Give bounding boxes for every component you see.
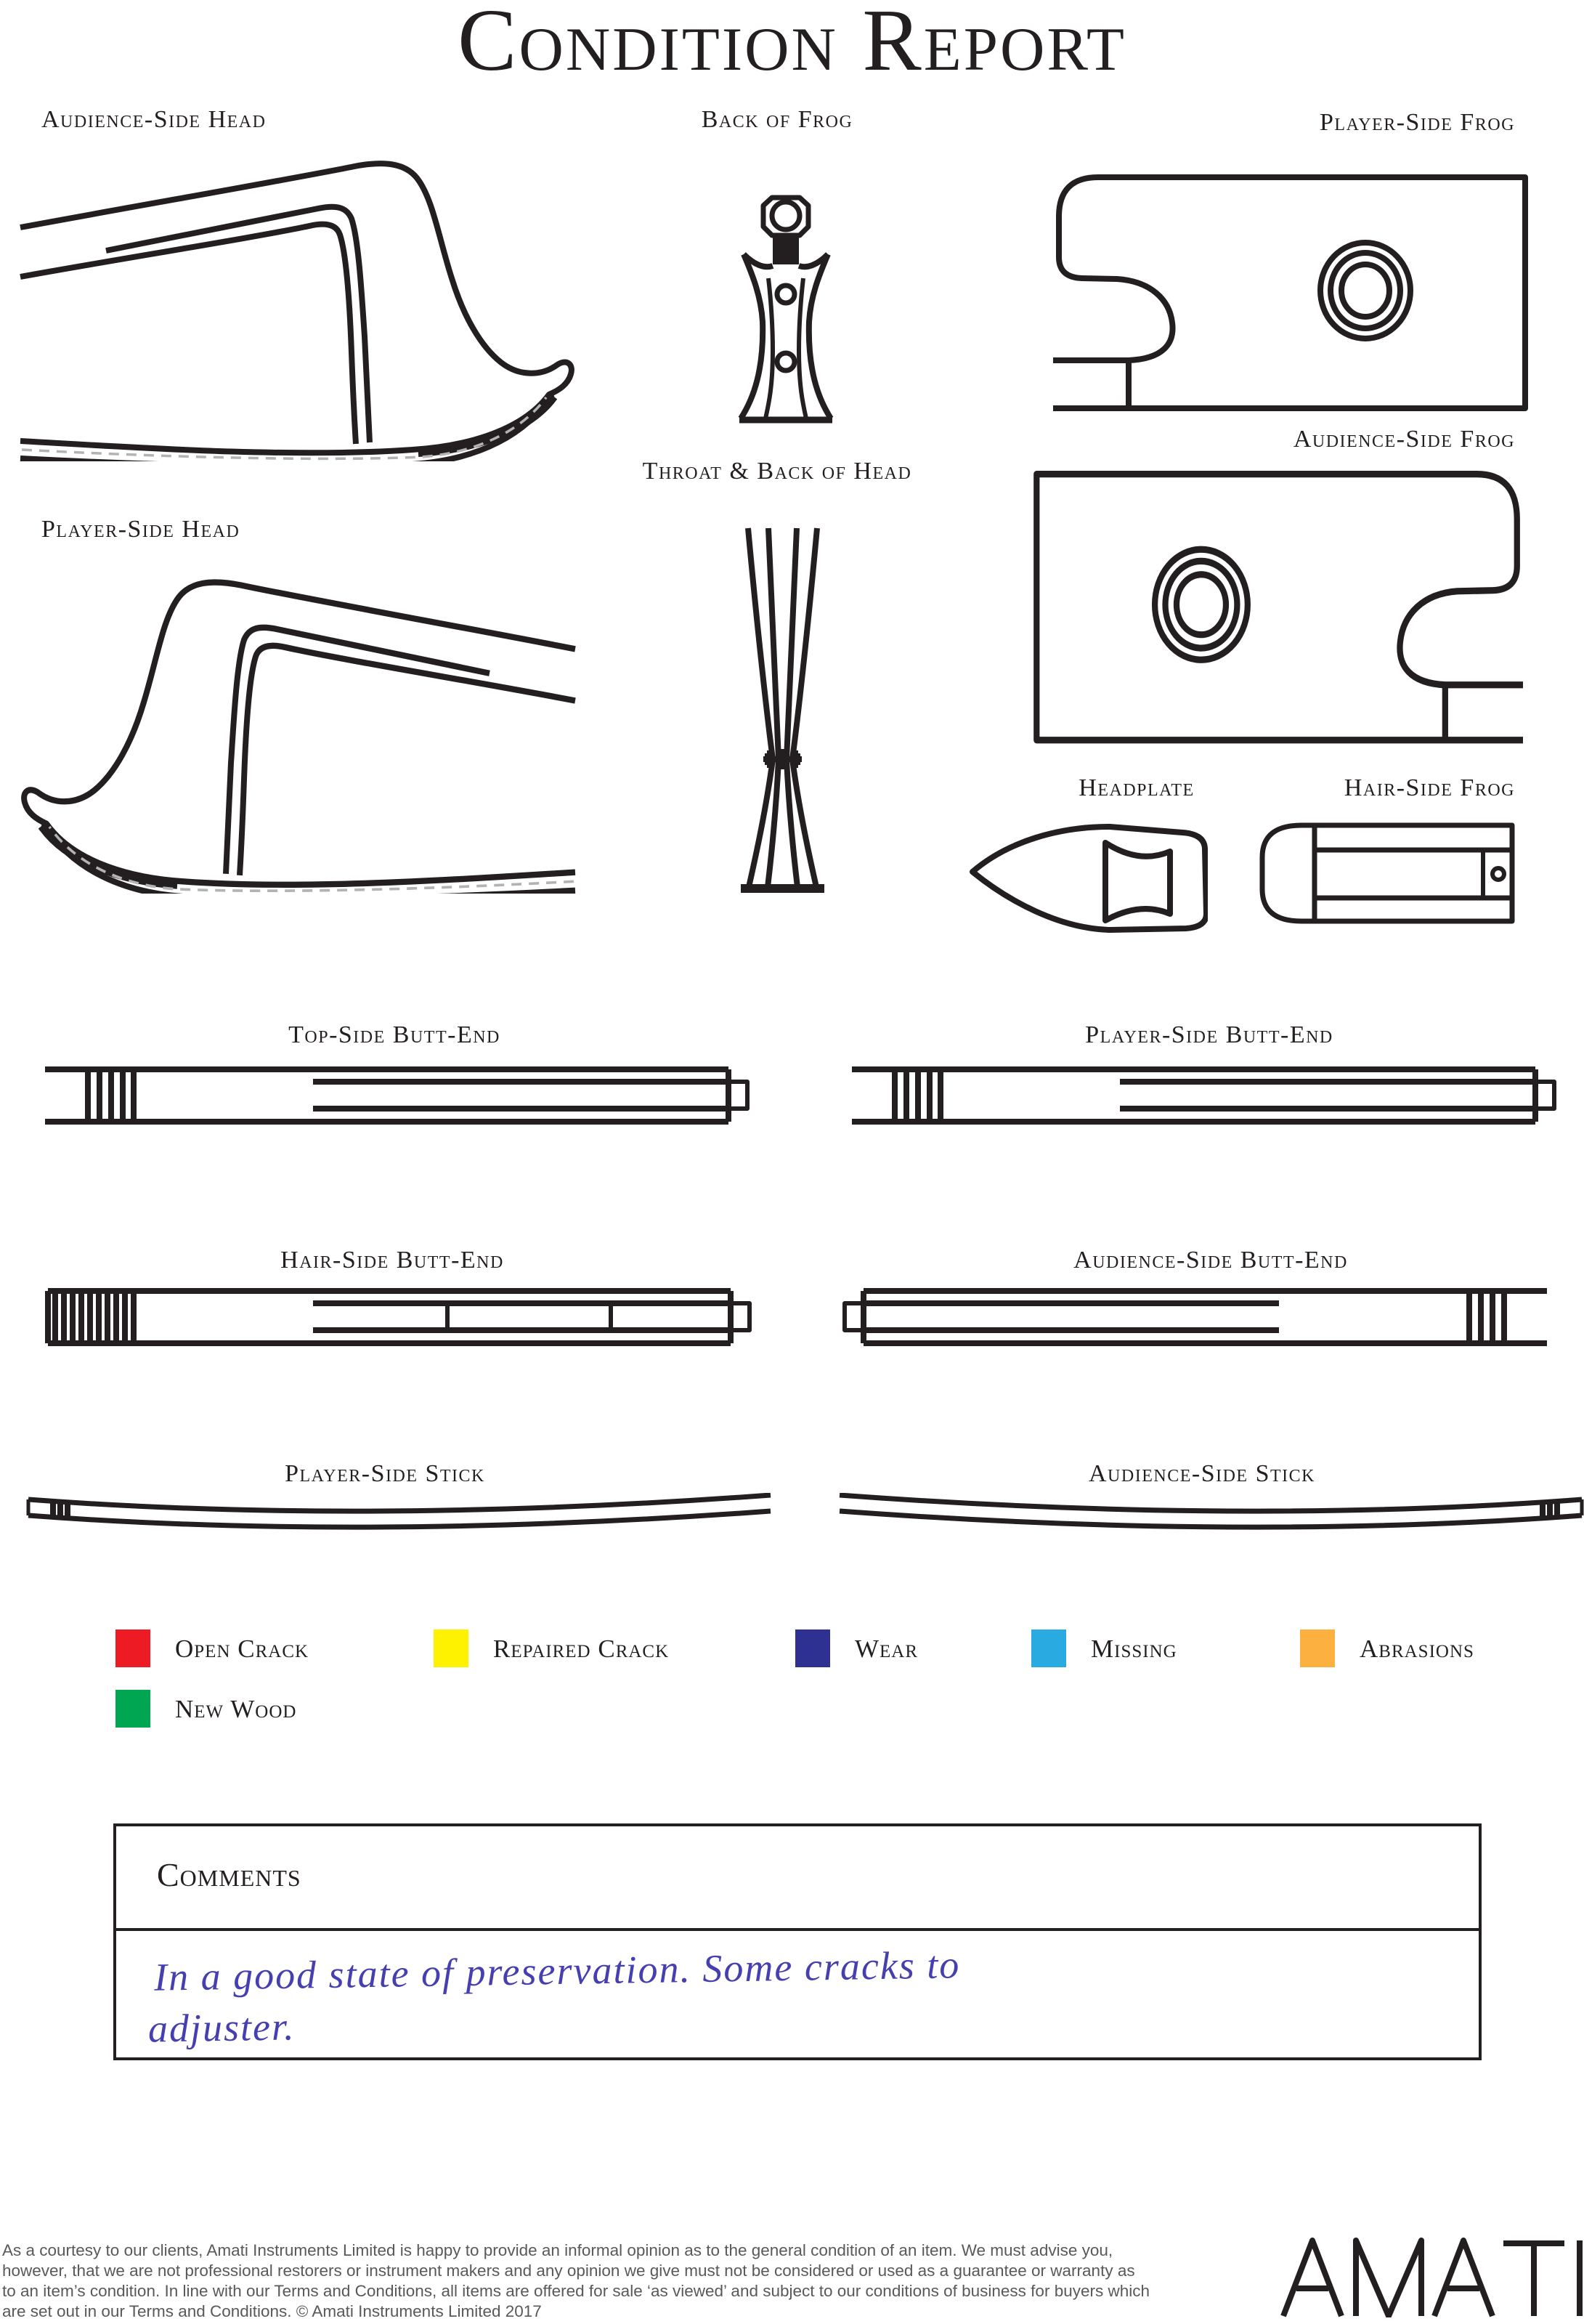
legend-label-abrasions: Abrasions [1360,1635,1474,1663]
page-title: Condition Report [458,0,1126,89]
top-side-butt-end-drawing [45,1066,753,1125]
legend-label-repaired-crack: Repaired Crack [493,1635,670,1663]
label-audience-side-butt-end: Audience-Side Butt-End [1073,1247,1348,1274]
comments-box [113,1823,1482,2060]
label-hair-side-frog: Hair-Side Frog [1344,774,1515,801]
label-player-side-butt-end: Player-Side Butt-End [1085,1021,1333,1048]
label-top-side-butt-end: Top-Side Butt-End [288,1021,500,1048]
legend-label-new-wood: New Wood [175,1695,297,1723]
audience-side-stick-drawing [837,1493,1584,1535]
hair-side-frog-drawing [1258,822,1516,924]
headplate-drawing [957,819,1208,936]
legend-label-missing: Missing [1091,1635,1177,1663]
legend-swatch-wear [795,1629,830,1667]
back-of-frog-drawing [732,195,841,424]
audience-side-head-drawing [15,142,581,461]
label-headplate: Headplate [1079,774,1195,801]
legend-swatch-new-wood [115,1690,150,1728]
label-player-side-frog: Player-Side Frog [1320,109,1515,136]
legend-label-open-crack: Open Crack [175,1635,309,1663]
label-hair-side-butt-end: Hair-Side Butt-End [280,1247,504,1274]
amati-logo [1280,2238,1584,2320]
player-side-butt-end-drawing [852,1066,1560,1125]
player-side-frog-drawing [1053,174,1532,414]
handwritten-comment-line-1: In a good state of preservation. Some cracks to [153,1943,961,1999]
legend-swatch-open-crack [115,1629,150,1667]
hair-side-butt-end-drawing [45,1288,753,1346]
throat-back-of-head-drawing [726,509,839,908]
label-throat-back-of-head: Throat & Back of Head [642,458,912,485]
legend-label-wear: Wear [855,1635,919,1663]
legend-swatch-abrasions [1300,1629,1335,1667]
comments-heading: Comments [157,1856,301,1893]
audience-side-frog-drawing [1029,471,1523,747]
legend-swatch-repaired-crack [434,1629,468,1667]
label-audience-side-frog: Audience-Side Frog [1293,426,1515,453]
handwritten-comment-line-2: adjuster. [147,2004,296,2051]
comments-divider [116,1928,1479,1931]
legend-swatch-missing [1031,1629,1066,1667]
label-player-side-stick: Player-Side Stick [285,1460,485,1487]
player-side-stick-drawing [25,1493,773,1535]
label-audience-side-stick: Audience-Side Stick [1089,1460,1315,1487]
label-player-side-head: Player-Side Head [41,516,240,543]
label-audience-side-head: Audience-Side Head [41,106,267,133]
audience-side-butt-end-drawing [839,1288,1547,1346]
player-side-head-drawing [15,559,581,894]
disclaimer-text: As a courtesy to our clients, Amati Instruments Limited is happy to provide an informal opinion as to the general condition of an item. We must advise you, however, that we are not professional restorers or instrument makers and any opinion we give must not be considered or used as a guarantee or warranty as to an item’s condition. In line with our Terms and Conditions, all items are offered for sale ‘as viewed’ and subject to our conditions of business for buyers which are set out in our Terms and Conditions. © Amati Instruments Limited 2017 [2,2241,1150,2320]
label-back-of-frog: Back of Frog [701,106,853,133]
